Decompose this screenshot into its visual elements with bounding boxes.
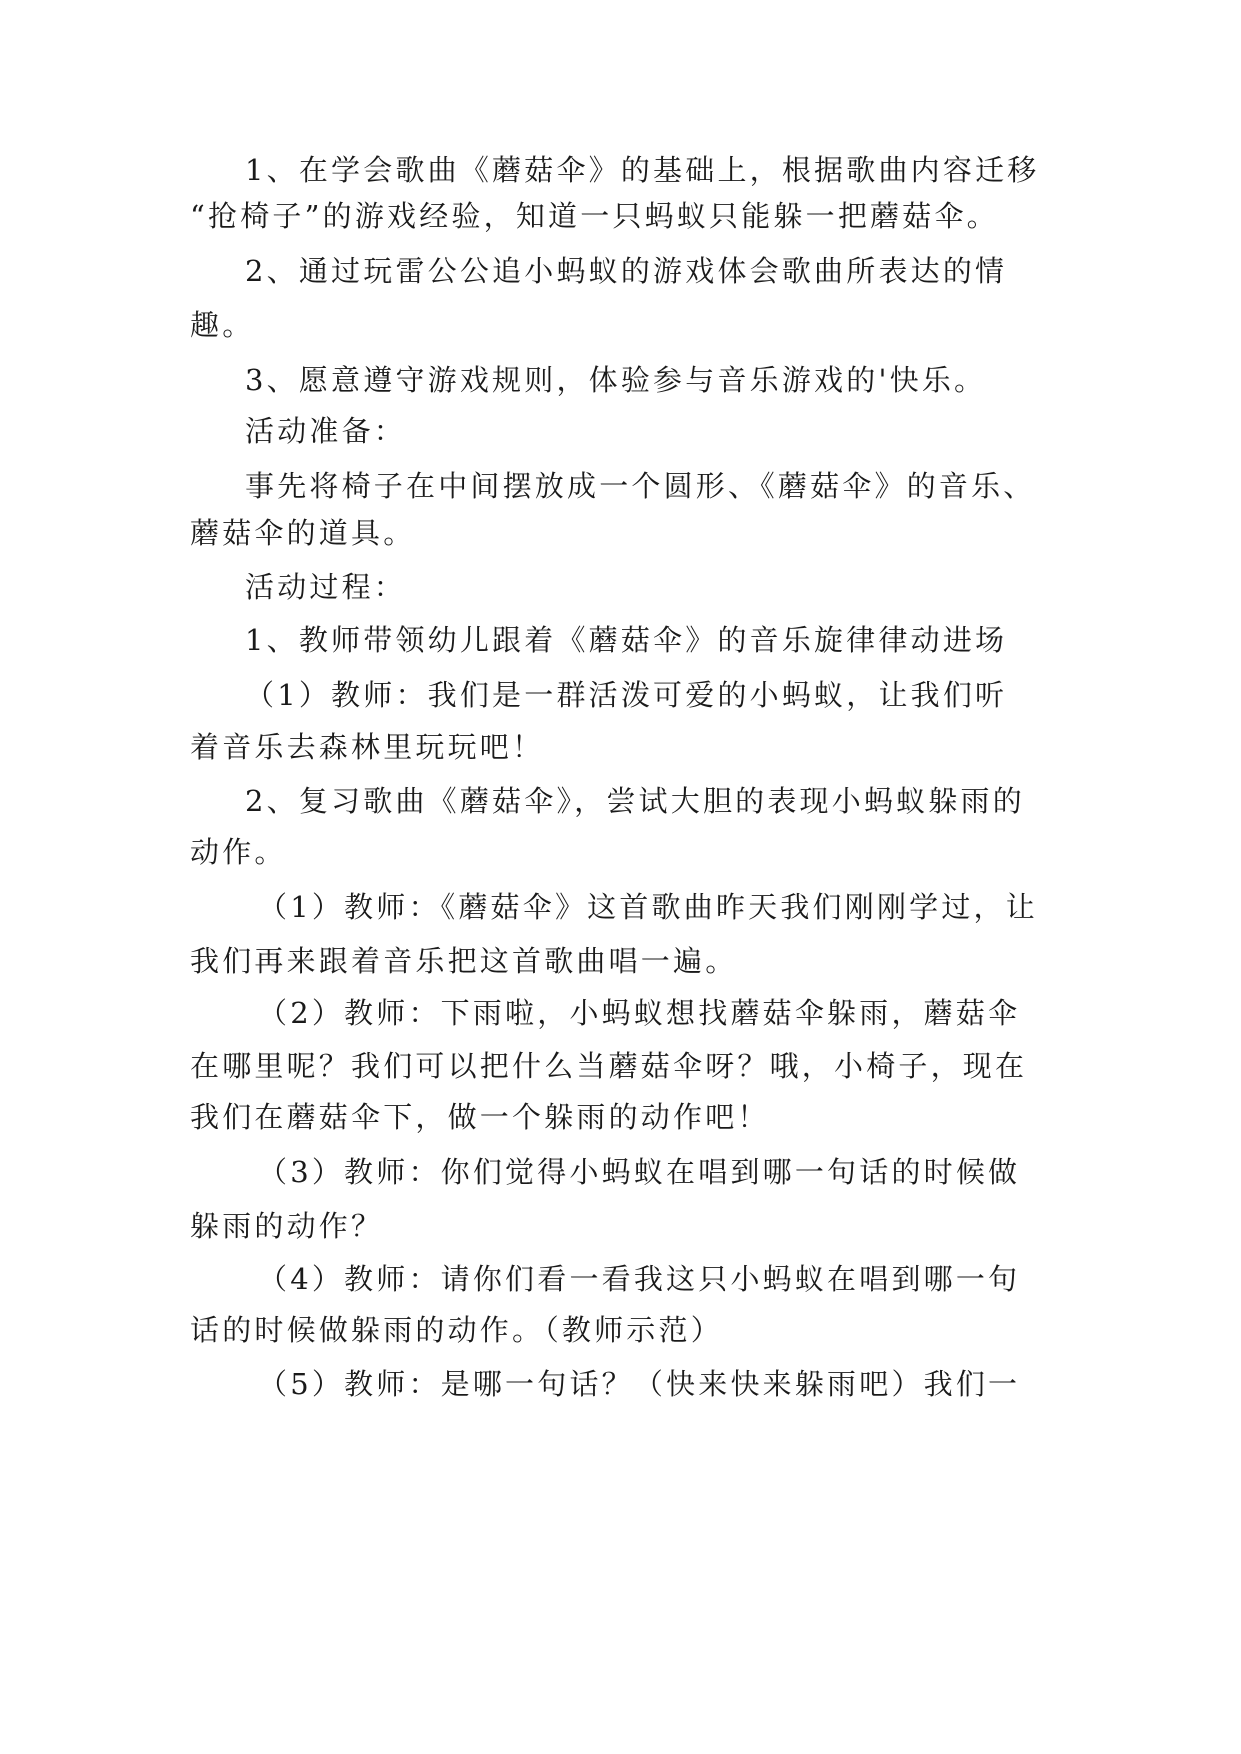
text-line: 蘑菇伞的道具。 <box>190 516 416 550</box>
text-line: 1、教师带领幼儿跟着《蘑菇伞》的音乐旋律律动进场 <box>245 623 1008 657</box>
text-line: 2、通过玩雷公公追小蚂蚁的游戏体会歌曲所表达的情 <box>245 254 1008 288</box>
text-line: （3）教师：你们觉得小蚂蚁在唱到哪一句话的时候做 <box>258 1155 1021 1189</box>
text-line: 我们在蘑菇伞下，做一个躲雨的动作吧！ <box>190 1100 770 1134</box>
text-line: 趣。 <box>190 308 255 342</box>
text-line: （1）教师：我们是一群活泼可爱的小蚂蚁，让我们听 <box>245 678 1008 712</box>
text-line: （2）教师：下雨啦，小蚂蚁想找蘑菇伞躲雨，蘑菇伞 <box>258 996 1021 1030</box>
text-line: “抢椅子”的游戏经验，知道一只蚂蚁只能躲一把蘑菇伞。 <box>190 199 999 233</box>
text-line: 1、在学会歌曲《蘑菇伞》的基础上，根据歌曲内容迁移 <box>245 153 1040 187</box>
text-line: 动作。 <box>190 835 287 869</box>
text-line: 2、复习歌曲《蘑菇伞》，尝试大胆的表现小蚂蚁躲雨的 <box>245 784 1025 818</box>
section-heading: 活动过程： <box>245 570 407 604</box>
text-line: 我们再来跟着音乐把这首歌曲唱一遍。 <box>190 944 738 978</box>
text-line: 3、愿意遵守游戏规则，体验参与音乐游戏的'快乐。 <box>245 363 987 397</box>
text-line: （4）教师：请你们看一看我这只小蚂蚁在唱到哪一句 <box>258 1262 1021 1296</box>
section-heading: 活动准备： <box>245 414 407 448</box>
text-line: 在哪里呢？我们可以把什么当蘑菇伞呀？哦，小椅子，现在 <box>190 1049 1028 1083</box>
text-line: 事先将椅子在中间摆放成一个圆形、《蘑菇伞》的音乐、 <box>245 469 1036 503</box>
text-line: 着音乐去森林里玩玩吧！ <box>190 730 545 764</box>
text-line: （1）教师：《蘑菇伞》这首歌曲昨天我们刚刚学过，让 <box>258 890 1038 924</box>
text-line: 躲雨的动作？ <box>190 1209 384 1243</box>
text-line: （5）教师：是哪一句话？（快来快来躲雨吧）我们一 <box>258 1367 1021 1401</box>
text-line: 话的时候做躲雨的动作。（教师示范） <box>190 1313 723 1347</box>
